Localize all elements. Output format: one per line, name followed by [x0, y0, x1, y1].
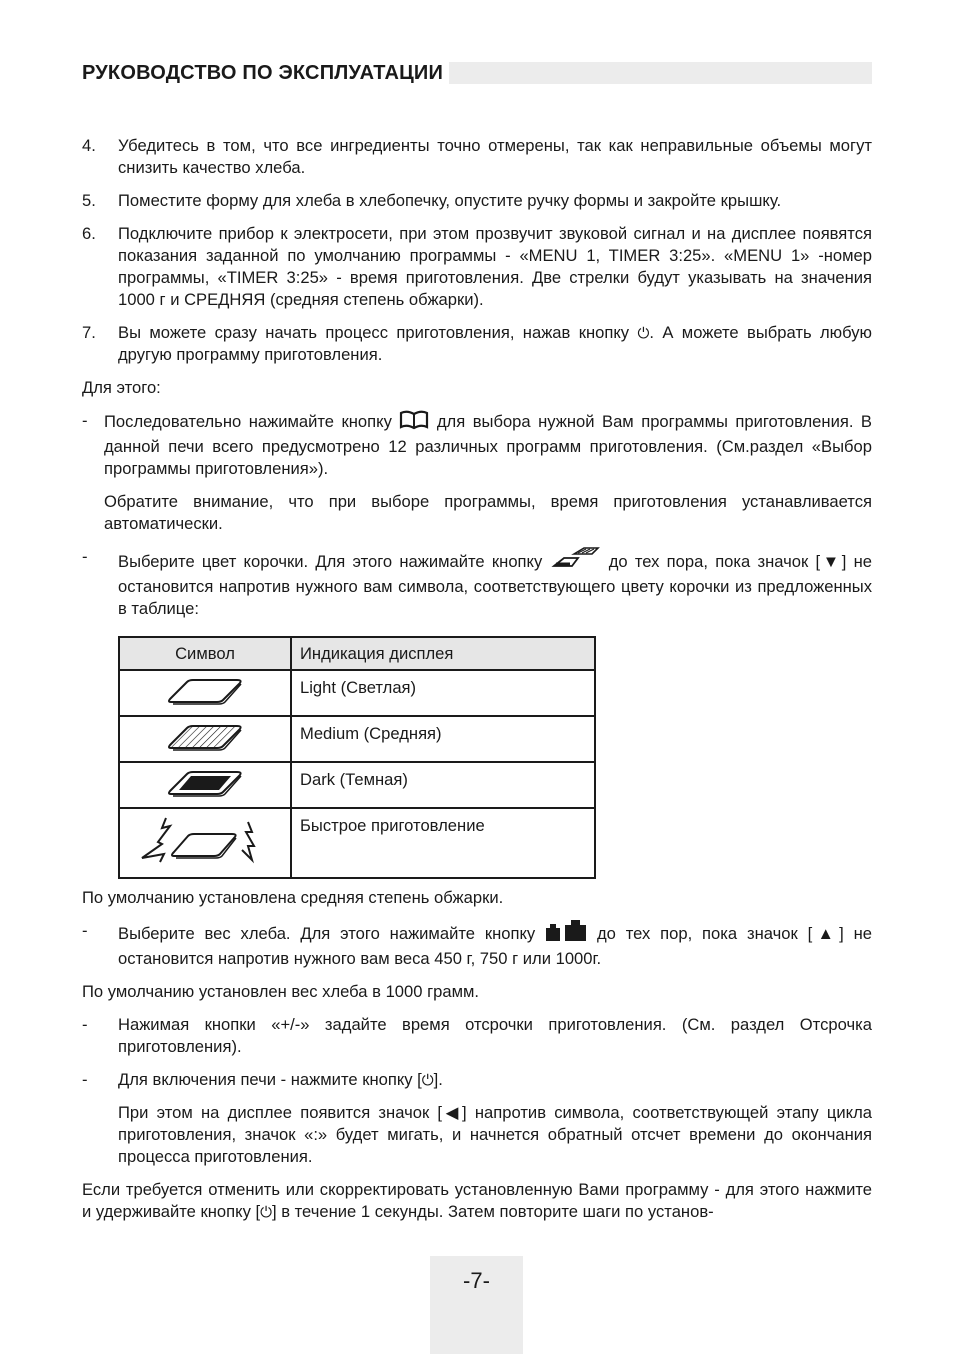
step-5: [82, 190, 872, 212]
weight-bullet-text-b: до тех пор, пока значок [▲] не остановится напротив нужного вам веса 450 г, 750 г или 1000г.: [118, 924, 873, 968]
color-bullet-text-b: до тех пора, пока значок [▼] не остановится напротив нужного вам символа, соответствующего цвету корочки из предложенных в таблице:: [118, 552, 872, 618]
table-row: [119, 762, 595, 808]
crust-table: [118, 636, 596, 879]
cancel-paragraph: [82, 1179, 872, 1223]
power-icon: ⏻: [260, 1203, 272, 1221]
delay-bullet-text: Нажимая кнопки «+/-» задайте время отсрочки приготовления. (См. раздел Отсрочка приготовления).: [118, 1015, 872, 1056]
crust-color-icon: [550, 546, 602, 576]
weight-bullet-text-a: Выберите вес хлеба. Для этого нажимайте кнопку: [118, 924, 546, 943]
column-header-display: Индикация дисплея: [291, 637, 595, 670]
table-row: [119, 716, 595, 762]
start-bullet-text-b: ].: [433, 1070, 443, 1089]
menu-bullet-text-b: для выбора нужной Вам программы приготовления. В данной печи всего предусмотрено 12 различных программ приготовления. (См.раздел «Выбор программы приготовления»).: [104, 412, 872, 478]
step-7: [82, 322, 872, 366]
step-text-a: Вы можете сразу начать процесс приготовления, нажав кнопку: [118, 323, 638, 342]
page-number: -7-: [463, 1268, 490, 1293]
color-bullet-text-a: Выберите цвет корочки. Для этого нажимайте кнопку: [118, 552, 550, 571]
step-text-b: . А можете выбрать любую другую программу приготовления.: [118, 323, 872, 364]
step-number: 5.: [82, 191, 96, 210]
crust-label: Быстрое приготовление: [291, 808, 595, 878]
column-header-symbol: Символ: [119, 637, 291, 670]
step-text: Подключите прибор к электросети, при этом прозвучит звуковой сигнал и на дисплее появятся показания заданной по умолчанию программы - «MENU 1, TIMER 3:25». «MENU 1» -номер программы, «TIMER 3:25» - время приготовления. Две стрелки будут указывать на значения 1000 г и СРЕДНЯЯ (средняя степень обжарки).: [118, 224, 872, 309]
step-4: [82, 135, 872, 179]
default-crust-note: По умолчанию установлена средняя степень обжарки.: [82, 888, 504, 907]
delay-bullet: [82, 1014, 872, 1058]
loaf-weight-icon: [545, 920, 587, 948]
crust-label: Medium (Средняя): [291, 716, 595, 762]
for-this-label: Для этого:: [82, 378, 161, 397]
start-bullet: [82, 1069, 872, 1091]
page-title: РУКОВОДСТВО ПО ЭКСПЛУАТАЦИИ: [82, 60, 449, 86]
crust-label: Light (Светлая): [291, 670, 595, 716]
power-icon: ⏻: [421, 1071, 434, 1089]
menu-bullet: [82, 410, 872, 480]
step-number: 6.: [82, 224, 96, 243]
cancel-text-b: ] в течение 1 секунды. Затем повторите шаги по установ-: [272, 1202, 714, 1221]
dark-crust-icon: [119, 762, 291, 808]
start-bullet-text-a: Для включения печи - нажмите кнопку [: [118, 1070, 422, 1089]
dash-mark: -: [82, 1015, 88, 1034]
menu-bullet-text-a: Последовательно нажимайте кнопку: [104, 412, 400, 431]
step-number: 4.: [82, 136, 96, 155]
table-row: [119, 808, 595, 878]
step-text: Поместите форму для хлеба в хлебопечку, опустите ручку формы и закройте крышку.: [118, 191, 782, 210]
dash-mark: -: [82, 411, 88, 430]
menu-note: Обратите внимание, что при выборе программы, время приготовления устанавливается автоматически.: [104, 492, 872, 533]
light-crust-icon: [119, 670, 291, 716]
dash-mark: -: [82, 547, 88, 566]
dash-mark: -: [82, 921, 88, 940]
step-6: [82, 223, 872, 311]
default-weight-note: По умолчанию установлен вес хлеба в 1000 грамм.: [82, 982, 480, 1001]
step-text: Убедитесь в том, что все ингредиенты точно отмерены, так как неправильные объемы могут снизить качество хлеба.: [118, 136, 872, 177]
page-number-box: [430, 1256, 523, 1354]
start-note: При этом на дисплее появится значок [◀] напротив символа, соответствующей этапу цикла приготовления, значок «:» будет мигать, и начнется обратный отсчет времени до окончания процесса приготовления.: [118, 1103, 872, 1166]
book-icon: [399, 410, 429, 436]
medium-crust-icon: [119, 716, 291, 762]
power-icon: ⏻: [637, 324, 650, 342]
crust-label: Dark (Темная): [291, 762, 595, 808]
color-bullet: [82, 546, 872, 620]
table-row: [119, 670, 595, 716]
cancel-text-a: Если требуется отменить или скорректировать установленную Вами программу - для этого нажмите и удерживайте кнопку [: [82, 1180, 872, 1221]
step-number: 7.: [82, 323, 96, 342]
weight-bullet: [82, 920, 872, 970]
dash-mark: -: [82, 1070, 88, 1089]
manual-content: [82, 135, 872, 1234]
rapid-bake-icon: [119, 808, 291, 878]
